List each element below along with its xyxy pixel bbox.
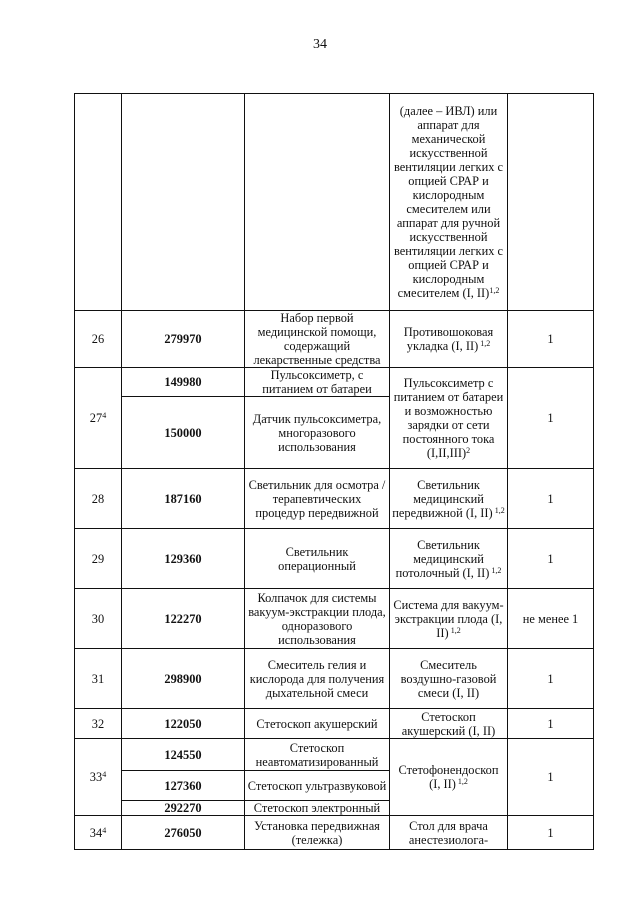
row-number-footnote: 4 (102, 825, 107, 835)
item-code: 276050 (122, 816, 245, 850)
row-number: 30 (75, 589, 122, 649)
row-number: $33^4$ (75, 739, 122, 816)
row-number: 29 (75, 529, 122, 589)
item-name: Светильник для осмотра /терапевтических процедур передвижной (245, 469, 390, 529)
table-row (75, 311, 594, 368)
item-code: 187160 (122, 469, 245, 529)
equipment-name: Стетоскоп акушерский (I, II) (390, 709, 508, 739)
item-code: 122050 (122, 709, 245, 739)
item-code: 298900 (122, 649, 245, 709)
item-code (122, 94, 245, 311)
row-number: 31 (75, 649, 122, 709)
equipment-name: Смеситель воздушно-газовой смеси (I, II) (390, 649, 508, 709)
row-number: 26 (75, 311, 122, 368)
table-row (75, 469, 594, 529)
equipment-name: Противошоковая укладка (I, II) $^{1,2}$ (390, 311, 508, 368)
item-name: Стетоскоп акушерский (245, 709, 390, 739)
row-number-footnote: 4 (102, 411, 107, 420)
item-code: 129360 (122, 529, 245, 589)
equipment-name-footnote: 1,2 (478, 339, 491, 348)
item-name: Датчик пульсоксиметра, многоразового использования (245, 397, 390, 469)
item-name (245, 94, 390, 311)
item-name: Стетоскоп ультразвуковой (245, 771, 390, 801)
item-code: 292270 (122, 801, 245, 816)
item-name: Пульсоксиметр, с питанием от батареи (245, 368, 390, 397)
quantity: 1 (508, 311, 594, 368)
row-number: 32 (75, 709, 122, 739)
page-number: 34 (313, 37, 327, 52)
item-name: Колпачок для системы вакуум-экстракции плода, одноразового использования (245, 589, 390, 649)
table-row (75, 529, 594, 589)
quantity: 1 (508, 529, 594, 589)
equipment-name: Стетофонендоскоп (I, II) $^{1,2}$ (390, 739, 508, 816)
equipment-name-footnote: 1,2 (455, 777, 468, 786)
item-code: 124550 (122, 739, 245, 771)
row-number: 28 (75, 469, 122, 529)
table-row (75, 816, 594, 850)
item-code: 122270 (122, 589, 245, 649)
item-name: Светильник операционный (245, 529, 390, 589)
row-number-footnote: 4 (102, 770, 107, 779)
equipment-name: Светильник медицинский передвижной (I, II) $^{1,2}$ (390, 469, 508, 529)
equipment-name-footnote: 1,2 (489, 286, 500, 295)
item-code: 279970 (122, 311, 245, 368)
row-number (75, 94, 122, 311)
equipment-name: Система для вакуум-экстракции плода (I, II) $^{1,2}$ (390, 589, 508, 649)
table-row (75, 709, 594, 739)
table-row (75, 649, 594, 709)
item-code: 127360 (122, 771, 245, 801)
equipment-name-footnote: 1,2 (489, 565, 502, 575)
equipment-name-footnote: 2 (466, 446, 471, 455)
item-code: 149980 (122, 368, 245, 397)
equipment-name: (далее – ИВЛ) или аппарат для механической искусственной вентиляции легких с опцией СРАР и кислородным смесителем или аппарат для ручной искусственной вентиляции легких с опцией СРАР и кислородным смесителем (I, II)$^{1,2}$ (390, 94, 508, 311)
item-name: Стетоскоп неавтоматизированный (245, 739, 390, 771)
table-row (75, 368, 594, 397)
table-row (75, 739, 594, 771)
table-row (75, 94, 594, 311)
quantity: 1 (508, 739, 594, 816)
table-row (75, 589, 594, 649)
quantity (508, 94, 594, 311)
equipment-name: Стол для врача анестезиолога- (390, 816, 508, 850)
quantity: не менее 1 (508, 589, 594, 649)
quantity: 1 (508, 649, 594, 709)
equipment-name-footnote: 1,2 (492, 505, 505, 515)
item-name: Установка передвижная (тележка) (245, 816, 390, 850)
equipment-table (74, 93, 594, 850)
equipment-name: Пульсоксиметр с питанием от батареи и возможностью зарядки от сети постоянного тока $(I,II,III)^2$ (390, 368, 508, 469)
equipment-name-footnote: 1,2 (448, 625, 461, 635)
item-name: Набор первой медицинской помощи, содержащий лекарственные средства (245, 311, 390, 368)
item-name: Стетоскоп электронный (245, 801, 390, 816)
quantity: 1 (508, 709, 594, 739)
item-name: Смеситель гелия и кислорода для получения дыхательной смеси (245, 649, 390, 709)
item-code: 150000 (122, 397, 245, 469)
quantity: 1 (508, 816, 594, 850)
quantity: 1 (508, 368, 594, 469)
row-number: $34^4$ (75, 816, 122, 850)
equipment-name: Светильник медицинский потолочный (I, II) $^{1,2}$ (390, 529, 508, 589)
quantity: 1 (508, 469, 594, 529)
row-number: $27^4$ (75, 368, 122, 469)
